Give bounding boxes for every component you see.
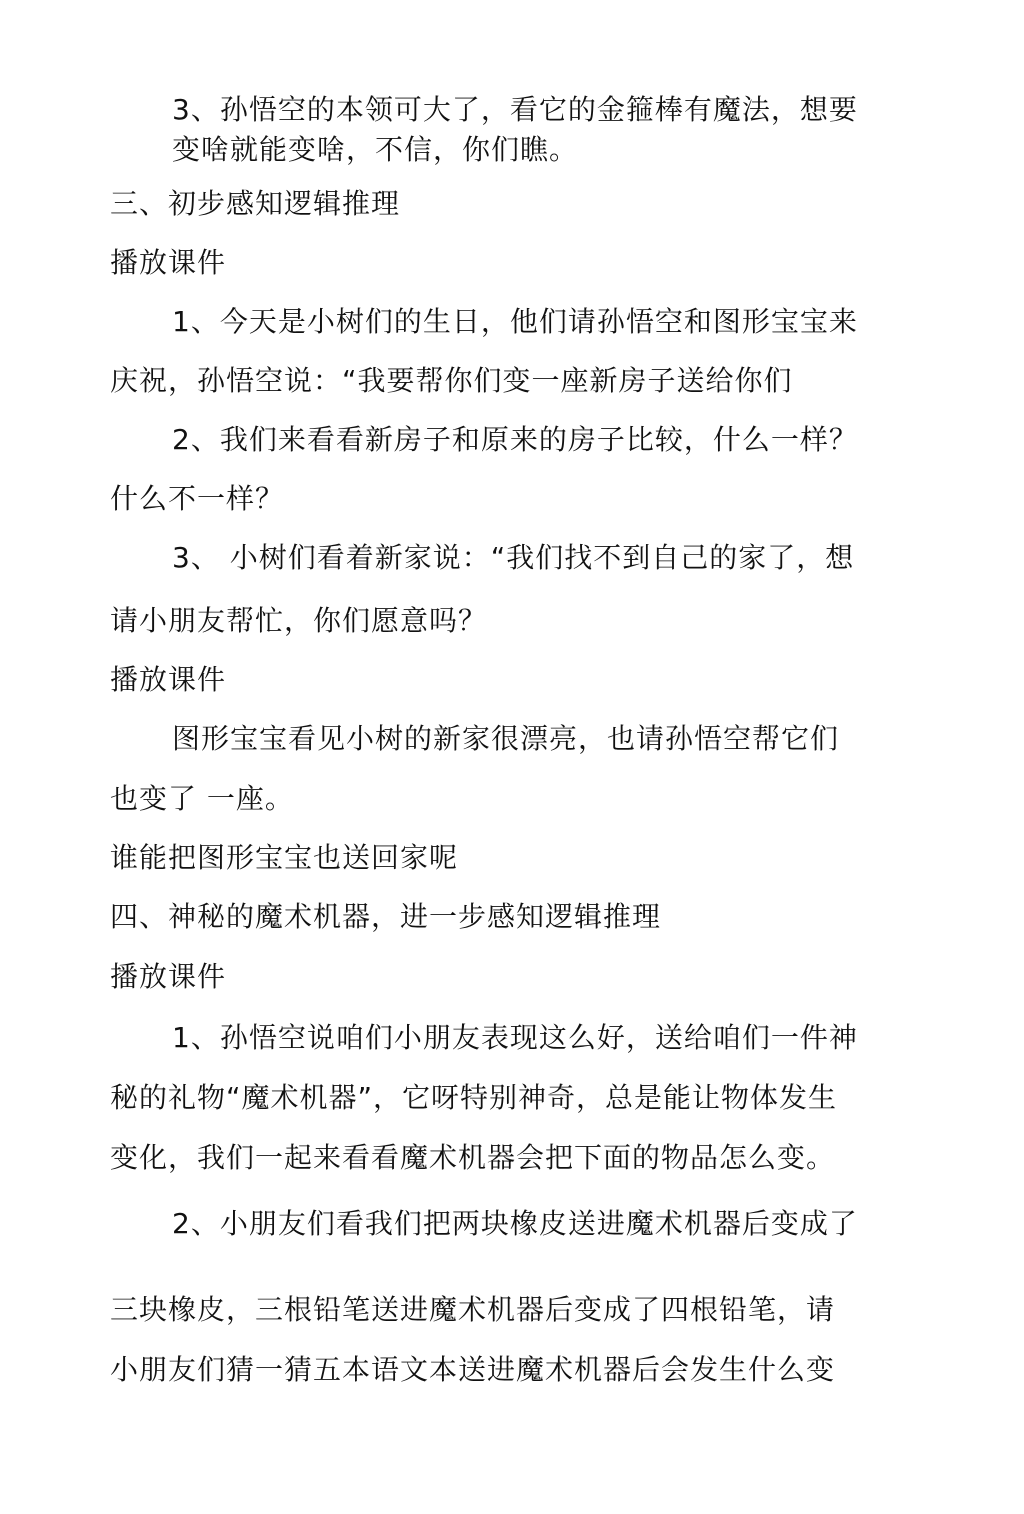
- text-line: 也变了 一座。: [110, 782, 294, 815]
- text-line: 三块橡皮，三根铅笔送进魔术机器后变成了四根铅笔，请: [110, 1293, 836, 1326]
- text-line: 2、我们来看看新房子和原来的房子比较，什么一样？: [172, 423, 858, 456]
- text-line: 图形宝宝看见小树的新家很漂亮，也请孙悟空帮它们: [172, 722, 840, 755]
- text-line: 小朋友们猜一猜五本语文本送进魔术机器后会发生什么变: [110, 1353, 836, 1386]
- section-heading: 四、神秘的魔术机器，进一步感知逻辑推理: [110, 900, 662, 933]
- text-line: 播放课件: [110, 246, 227, 279]
- text-line: 谁能把图形宝宝也送回家呢: [110, 841, 459, 874]
- text-line: 1、今天是小树们的生日，他们请孙悟空和图形宝宝来: [172, 305, 858, 338]
- text-line: 2、小朋友们看我们把两块橡皮送进魔术机器后变成了: [172, 1207, 858, 1240]
- text-line: 1、孙悟空说咱们小朋友表现这么好，送给咱们一件神: [172, 1021, 858, 1054]
- text-line: 3、孙悟空的本领可大了，看它的金箍棒有魔法，想要: [172, 93, 858, 126]
- text-line: 庆祝，孙悟空说：“我要帮你们变一座新房子送给你们: [110, 364, 793, 397]
- text-line: 请小朋友帮忙，你们愿意吗？: [110, 604, 488, 637]
- text-line: 变啥就能变啥，不信，你们瞧。: [172, 133, 579, 166]
- section-heading: 三、初步感知逻辑推理: [110, 187, 401, 220]
- text-line: 3、 小树们看着新家说：“我们找不到自己的家了，想: [172, 541, 855, 574]
- text-line: 播放课件: [110, 663, 227, 696]
- text-line: 秘的礼物“魔术机器”，它呀特别神奇，总是能让物体发生: [110, 1081, 838, 1114]
- text-line: 播放课件: [110, 960, 227, 993]
- text-line: 变化，我们一起来看看魔术机器会把下面的物品怎么变。: [110, 1141, 836, 1174]
- text-line: 什么不一样？: [110, 482, 285, 515]
